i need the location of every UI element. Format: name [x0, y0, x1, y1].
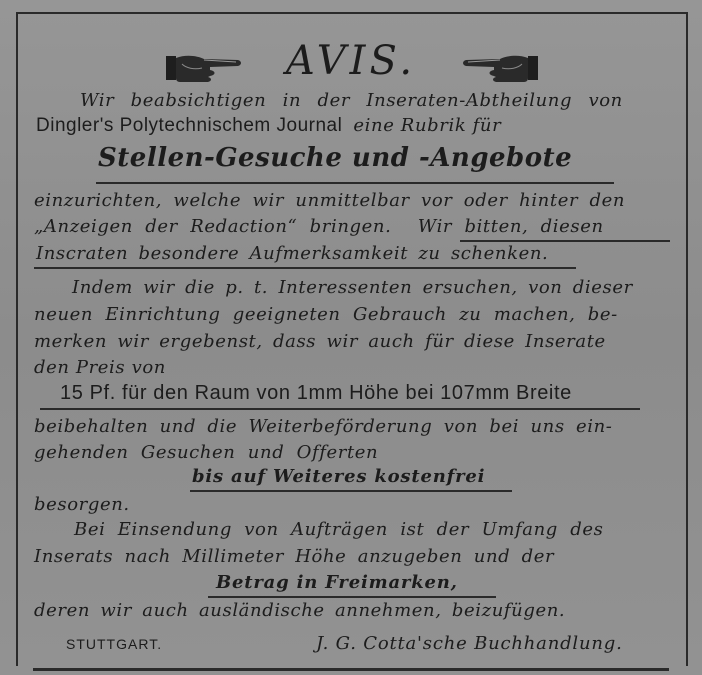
p3-line1: Indem wir die p. t. Interessenten ersuchen, von dieser [72, 277, 633, 298]
p3-line3: merken wir ergebenst, dass wir auch für diese Inserate [34, 331, 606, 352]
p3-line2: neuen Einrichtung geeigneten Gebrauch zu machen, be- [34, 304, 618, 325]
headline-rule [96, 182, 614, 184]
p1-line2 [36, 115, 501, 137]
p2-line3: Inscraten besondere Aufmerksamkeit zu schenken. [36, 243, 549, 264]
title: AVIS. [285, 38, 417, 84]
journal-name: Dingler's Polytechnischem Journal [36, 115, 343, 136]
p2-line2a: „Anzeigen der Redaction“ bringen. [34, 216, 392, 237]
p4-line1: beibehalten und die Weiterbeförderung von bei uns ein- [34, 416, 613, 437]
p1-line2-italic: eine Rubrik für [353, 115, 502, 136]
p5-line3: deren wir auch ausländische annehmen, beizufügen. [34, 600, 566, 621]
p3-line4: den Preis von [34, 357, 166, 378]
price-rule [40, 408, 640, 410]
p2-line1: einzurichten, welche wir unmittelbar vor oder hinter den [34, 190, 626, 211]
p4-emphasis: bis auf Weiteres kostenfrei [192, 466, 486, 487]
bottom-rule [33, 668, 669, 671]
p1-line1: Wir beabsichtigen in der Inseraten-Abtheilung von [80, 90, 623, 111]
p5-line2: Inserats nach Millimeter Höhe anzugeben und der [34, 546, 555, 567]
p4-line3: besorgen. [34, 494, 130, 515]
p4-line2: gehenden Gesuchen und Offerten [34, 442, 379, 463]
p4-emphasis-rule [190, 490, 512, 492]
p2-line2b: Wir bitten, diesen [417, 216, 604, 237]
footer-publisher: J. G. Cotta'sche Buchhandlung. [316, 633, 623, 654]
p5-line1: Bei Einsendung von Aufträgen ist der Umfang des [74, 519, 604, 540]
price-line: 15 Pf. für den Raum von 1mm Höhe bei 107mm Breite [60, 382, 572, 404]
headline: Stellen-Gesuche und -Angebote [98, 143, 573, 173]
p5-emphasis: Betrag in Freimarken, [216, 572, 458, 593]
footer-place: STUTTGART. [66, 636, 163, 652]
p2-rule-b [34, 267, 576, 269]
p2-line2 [34, 216, 604, 237]
p5-emphasis-rule [208, 596, 496, 598]
p2-rule-a [460, 240, 670, 242]
